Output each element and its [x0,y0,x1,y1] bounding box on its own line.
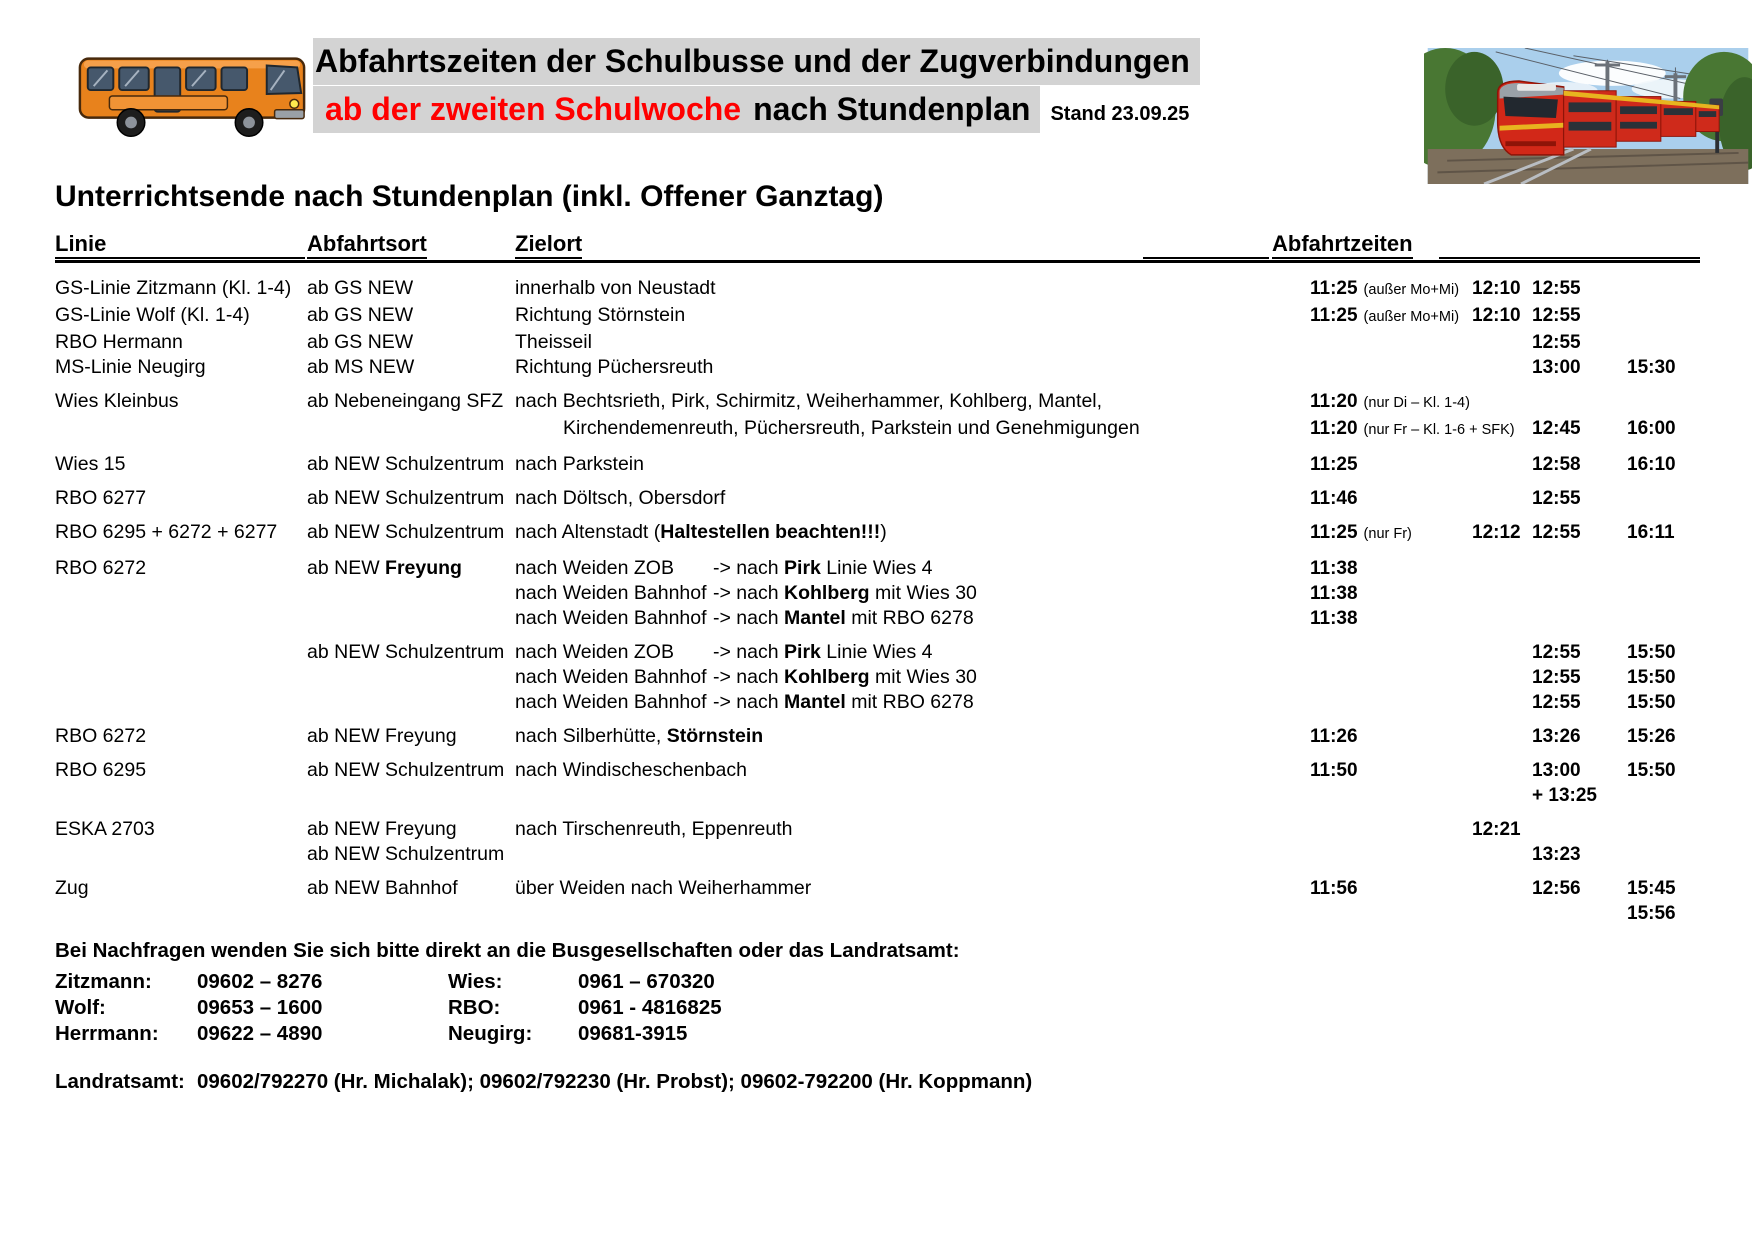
destination [515,640,1310,665]
time-col1 [1310,416,1515,443]
destination: Richtung Störnstein [515,304,686,326]
destination: nach Parkstein [515,453,644,475]
time-note: (nur Di – Kl. 1-4) [1363,395,1470,411]
destination-bold: Störnstein [666,725,764,747]
time-col3: 12:55 [1532,488,1581,509]
time-col3: 13:00 [1532,357,1581,378]
contact-phone: 09653 – 1600 [197,996,323,1019]
destination: nach Bechtsrieth, Pirk, Schirmitz, Weiherhammer, Kohlberg, Mantel, [515,390,1103,412]
table-row [55,842,1700,867]
column-header-linie: Linie [55,232,305,259]
transfer-text: -> nach [713,582,785,604]
transfer-bold: Mantel [784,607,846,629]
page-title-text: Abfahrtszeiten der Schulbusse und der Zugverbindungen [313,38,1200,85]
time-col3: 12:56 [1532,878,1581,899]
page-subtitle-text [313,86,1040,133]
time-col1 [1310,303,1472,330]
time-col1 [1310,486,1472,511]
page-title [313,38,1200,85]
contact-phone: 0961 - 4816825 [578,996,722,1019]
table-row [55,486,1700,511]
landratsamt-label: Landratsamt: [55,1070,185,1093]
destination-text: nach Altenstadt ( [515,521,661,543]
transfer-text: -> nach [713,557,785,579]
time-note: (außer Mo+Mi) [1363,309,1460,325]
time-col4: 15:30 [1627,357,1676,378]
version-date: Stand 23.09.25 [1050,103,1190,125]
time-col4: 15:50 [1627,692,1676,713]
contact-row [55,1021,1700,1047]
table-row [55,330,1700,355]
time-col3: 13:23 [1532,844,1581,865]
line-name: RBO 6277 [55,487,147,509]
time-col1 [1310,758,1472,783]
departure-point: ab NEW Schulzentrum [307,759,505,781]
time-col1 [1310,276,1472,303]
transfer-text: Linie Wies 4 [820,557,933,579]
time-col1 [1310,520,1472,547]
table-row [55,452,1700,477]
departure-point: ab NEW Freyung [307,725,457,747]
time-col1 [1310,556,1472,581]
train-photo-icon [1424,48,1752,184]
page-header [0,38,1755,193]
table-row [55,355,1700,380]
contact-phone: 09681-3915 [578,1022,688,1045]
contact-phone: 09622 – 4890 [197,1022,323,1045]
line-name: RBO Hermann [55,331,183,353]
table-body [55,276,1700,926]
time-col3: 12:58 [1532,454,1581,475]
destination-stop: nach Weiden Bahnhof [515,666,707,688]
departure-point: ab NEW Freyung [307,818,457,840]
transfer-text: mit RBO 6278 [845,607,974,629]
subtitle-red-text: ab der zweiten Schulwoche [325,91,742,127]
time-col2: 12:10 [1472,305,1521,326]
line-name: RBO 6295 [55,759,147,781]
destination [515,520,1310,545]
destination-text: nach Silberhütte, [515,725,667,747]
table-row [55,665,1700,690]
departure-point: ab NEW Schulzentrum [307,843,505,865]
departure-text: ab NEW [307,557,386,579]
time-value: 11:38 [1310,583,1358,604]
contact-row [55,995,1700,1021]
transfer-text: mit Wies 30 [869,666,977,688]
table-header-row [55,228,1700,263]
time-value: 11:50 [1310,760,1358,781]
footer-intro: Bei Nachfragen wenden Sie sich bitte direkt an die Busgesellschaften oder das Landratsamt: [55,939,960,962]
line-name: Wies Kleinbus [55,390,179,412]
time-value: 11:38 [1310,608,1358,629]
line-name: RBO 6295 + 6272 + 6277 [55,521,278,543]
time-col3: 12:45 [1532,418,1581,439]
table-row [55,640,1700,665]
section-title: Unterrichtsende nach Stundenplan (inkl. Offener Ganztag) [55,180,884,213]
time-value: 11:25 [1310,522,1358,543]
contact-phone: 0961 – 670320 [578,970,715,993]
line-name: GS-Linie Wolf (Kl. 1-4) [55,304,250,326]
destination: innerhalb von Neustadt [515,277,716,299]
time-col4: 15:50 [1627,760,1676,781]
table-row [55,758,1700,783]
contact-footer [55,938,1700,1095]
time-col2: 12:10 [1472,278,1521,299]
contact-row [55,969,1700,995]
departure-point: ab NEW Schulzentrum [307,453,505,475]
line-name: Wies 15 [55,453,126,475]
destination-bold: Haltestellen beachten!!! [660,521,881,543]
time-value: 11:20 [1310,391,1358,412]
time-col3: 12:55 [1532,522,1581,543]
transfer-bold: Kohlberg [784,666,870,688]
time-col3: 13:26 [1532,726,1581,747]
time-col1 [1310,581,1472,606]
time-col4: 16:11 [1627,522,1675,543]
destination: nach Tirschenreuth, Eppenreuth [515,818,793,840]
departure-bold: Freyung [385,557,462,579]
table-row [55,783,1700,808]
time-col3: 12:55 [1532,278,1581,299]
time-col4: 16:00 [1627,418,1676,439]
destination-stop: nach Weiden ZOB [515,641,674,663]
header-underline-fill [1143,237,1269,259]
time-col4: 15:56 [1627,903,1676,924]
contact-name: Zitzmann: [55,970,152,993]
line-name: ESKA 2703 [55,818,155,840]
time-col3: 12:55 [1532,667,1581,688]
time-col4: 15:26 [1627,726,1676,747]
column-header-abfahrtsort: Abfahrtsort [307,232,427,259]
time-col3: 12:55 [1532,332,1581,353]
transfer-bold: Pirk [784,641,821,663]
line-name: RBO 6272 [55,557,147,579]
table-row [55,556,1700,581]
school-bus-icon [74,44,310,144]
timetable [55,228,1700,926]
time-col4: 15:50 [1627,667,1676,688]
departure-point: ab GS NEW [307,331,414,353]
transfer-text: mit RBO 6278 [845,691,974,713]
time-col1 [1310,606,1472,631]
departure-point: ab NEW Schulzentrum [307,521,505,543]
time-value: 11:56 [1310,878,1358,899]
time-value: 11:25 [1310,305,1358,326]
contact-name: Neugirg: [448,1022,533,1045]
transfer-text: -> nach [713,691,785,713]
table-row [55,581,1700,606]
time-value: 11:25 [1310,278,1358,299]
time-value: 11:20 [1310,418,1358,439]
table-row [55,303,1700,330]
line-name: MS-Linie Neugirg [55,356,206,378]
time-note: (außer Mo+Mi) [1363,282,1460,298]
time-value: 11:26 [1310,726,1358,747]
table-row [55,690,1700,715]
line-name: RBO 6272 [55,725,147,747]
destination [515,581,1310,606]
transfer-bold: Kohlberg [784,582,870,604]
departure-point [307,556,515,581]
page-subtitle [313,86,1200,133]
table-row [55,276,1700,303]
time-col4: 16:10 [1627,454,1676,475]
destination: nach Windischeschenbach [515,759,747,781]
table-row [55,606,1700,631]
time-col1 [1310,876,1472,901]
subtitle-black-text: nach Stundenplan [753,91,1031,127]
destination [515,665,1310,690]
table-row [55,416,1700,443]
departure-point: ab NEW Schulzentrum [307,487,505,509]
time-col2: 12:21 [1472,819,1521,840]
destination [515,606,1310,631]
transfer-text: -> nach [713,607,785,629]
destination-stop: nach Weiden ZOB [515,557,674,579]
table-row [55,817,1700,842]
table-row [55,901,1700,926]
time-col1 [1310,452,1472,477]
destination [515,690,1310,715]
time-col3: 12:55 [1532,642,1581,663]
time-col1 [1310,389,1472,416]
time-col3: 12:55 [1532,692,1581,713]
time-value: 11:46 [1310,488,1358,509]
time-col3: 13:00 [1532,760,1581,781]
line-name: GS-Linie Zitzmann (Kl. 1-4) [55,277,292,299]
destination-stop: nach Weiden Bahnhof [515,582,707,604]
time-col2: 12:12 [1472,522,1521,543]
destination-stop: nach Weiden Bahnhof [515,607,707,629]
destination: Theisseil [515,331,592,353]
departure-point: ab Nebeneingang SFZ [307,390,504,412]
transfer-bold: Mantel [784,691,846,713]
transfer-bold: Pirk [784,557,821,579]
destination: über Weiden nach Weiherhammer [515,877,812,899]
table-row [55,724,1700,749]
time-col3: + 13:25 [1532,785,1597,806]
time-col1 [1310,724,1472,749]
departure-point: ab NEW Schulzentrum [307,641,505,663]
destination [515,556,1310,581]
table-row [55,876,1700,901]
line-name: Zug [55,877,89,899]
contact-name: Wolf: [55,996,106,1019]
table-row [55,389,1700,416]
destination-text: ) [880,521,887,543]
contact-name: Herrmann: [55,1022,159,1045]
time-value: 11:38 [1310,558,1358,579]
destination: Richtung Püchersreuth [515,356,714,378]
transfer-text: mit Wies 30 [869,582,977,604]
departure-point: ab MS NEW [307,356,415,378]
time-col4: 15:45 [1627,878,1676,899]
destination-stop: nach Weiden Bahnhof [515,691,707,713]
time-note: (nur Fr) [1363,526,1412,542]
column-header-abfahrtzeiten: Abfahrtzeiten [1272,232,1413,259]
departure-point: ab GS NEW [307,277,414,299]
contact-phone: 09602 – 8276 [197,970,323,993]
column-header-zielort: Zielort [515,232,582,259]
destination: nach Döltsch, Obersdorf [515,487,726,509]
transfer-text: Linie Wies 4 [820,641,933,663]
contact-name: RBO: [448,996,501,1019]
contact-name: Wies: [448,970,503,993]
departure-point: ab NEW Bahnhof [307,877,458,899]
time-col3: 12:55 [1532,305,1581,326]
destination [515,724,1310,749]
time-value: 11:25 [1310,454,1358,475]
table-row [55,520,1700,547]
time-note: (nur Fr – Kl. 1-6 + SFK) [1363,422,1515,438]
landratsamt-info: 09602/792270 (Hr. Michalak); 09602/792230 (Hr. Probst); 09602-792200 (Hr. Koppmann) [197,1070,1033,1093]
title-block [313,38,1200,133]
transfer-text: -> nach [713,666,785,688]
transfer-text: -> nach [713,641,785,663]
destination: Kirchendemenreuth, Püchersreuth, Parkstein und Genehmigungen [563,417,1140,439]
departure-point: ab GS NEW [307,304,414,326]
landratsamt-row [55,1069,1700,1095]
header-underline-fill [1439,237,1700,259]
time-col4: 15:50 [1627,642,1676,663]
